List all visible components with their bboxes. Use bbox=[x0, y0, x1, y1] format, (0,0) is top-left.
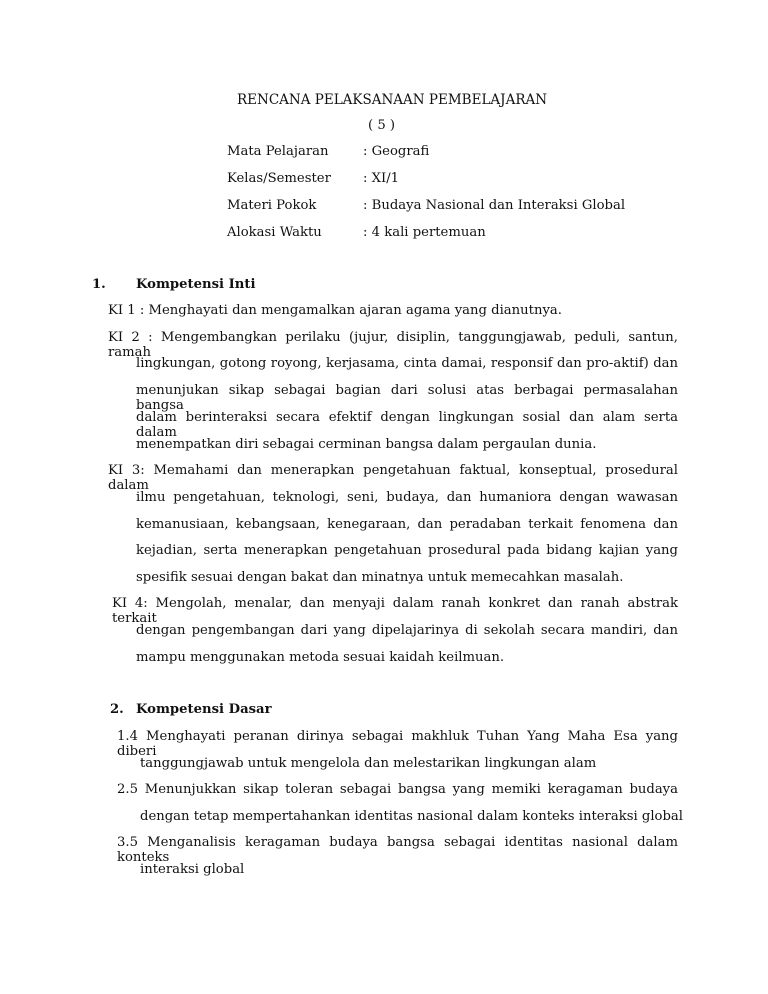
ki-line: kemanusiaan, kebangsaan, kenegaraan, dan peradaban terkait fenomena dan bbox=[136, 517, 678, 532]
section-1-heading: Kompetensi Inti bbox=[136, 277, 256, 292]
meta-value: : Geografi bbox=[363, 144, 430, 159]
ki-line: kejadian, serta menerapkan pengetahuan prosedural pada bidang kajian yang bbox=[136, 543, 678, 558]
page-title: RENCANA PELAKSANAAN PEMBELAJARAN bbox=[237, 92, 548, 108]
meta-label: Kelas/Semester bbox=[227, 171, 331, 186]
rpp-number: ( 5 ) bbox=[368, 118, 396, 133]
meta-value: : XI/1 bbox=[363, 171, 400, 186]
meta-label: Alokasi Waktu bbox=[227, 225, 322, 240]
kd-line: 1.4 Menghayati peranan dirinya sebagai makhluk Tuhan Yang Maha Esa yang diberi bbox=[117, 729, 678, 759]
meta-label: Mata Pelajaran bbox=[227, 144, 329, 159]
section-1-number: 1. bbox=[92, 277, 106, 292]
ki-line: dalam berinteraksi secara efektif dengan lingkungan sosial dan alam serta dalam bbox=[136, 410, 678, 440]
ki-line: KI 2 : Mengembangkan perilaku (jujur, disiplin, tanggungjawab, peduli, santun, ramah bbox=[108, 330, 678, 360]
kd-line: 2.5 Menunjukkan sikap toleran sebagai bangsa yang memiki keragaman budaya bbox=[117, 782, 678, 797]
meta-value: : 4 kali pertemuan bbox=[363, 225, 486, 240]
ki-line: KI 4: Mengolah, menalar, dan menyaji dalam ranah konkret dan ranah abstrak terkait bbox=[112, 596, 678, 626]
ki-line: dengan pengembangan dari yang dipelajarinya di sekolah secara mandiri, dan bbox=[136, 623, 678, 638]
meta-value: : Budaya Nasional dan Interaksi Global bbox=[363, 198, 626, 213]
ki-line: spesifik sesuai dengan bakat dan minatnya untuk memecahkan masalah. bbox=[136, 570, 624, 585]
kd-line: interaksi global bbox=[140, 862, 245, 877]
ki-line: KI 3: Memahami dan menerapkan pengetahuan faktual, konseptual, prosedural dalam bbox=[108, 463, 678, 493]
ki-line: menunjukan sikap sebagai bagian dari solusi atas berbagai permasalahan bangsa bbox=[136, 383, 678, 413]
section-2-number: 2. bbox=[110, 702, 124, 717]
ki-line: lingkungan, gotong royong, kerjasama, cinta damai, responsif dan pro-aktif) dan bbox=[136, 356, 678, 371]
ki-line: mampu menggunakan metoda sesuai kaidah keilmuan. bbox=[136, 650, 505, 665]
ki-line: ilmu pengetahuan, teknologi, seni, budaya, dan humaniora dengan wawasan bbox=[136, 490, 678, 505]
ki-line: menempatkan diri sebagai cerminan bangsa dalam pergaulan dunia. bbox=[136, 437, 597, 452]
kd-line: dengan tetap mempertahankan identitas nasional dalam konteks interaksi global bbox=[140, 809, 684, 824]
meta-label: Materi Pokok bbox=[227, 198, 317, 213]
kd-line: 3.5 Menganalisis keragaman budaya bangsa sebagai identitas nasional dalam konteks bbox=[117, 835, 678, 865]
ki-line: KI 1 : Menghayati dan mengamalkan ajaran agama yang dianutnya. bbox=[108, 303, 562, 318]
kd-line: tanggungjawab untuk mengelola dan melestarikan lingkungan alam bbox=[140, 756, 597, 771]
section-2-heading: Kompetensi Dasar bbox=[136, 702, 272, 717]
